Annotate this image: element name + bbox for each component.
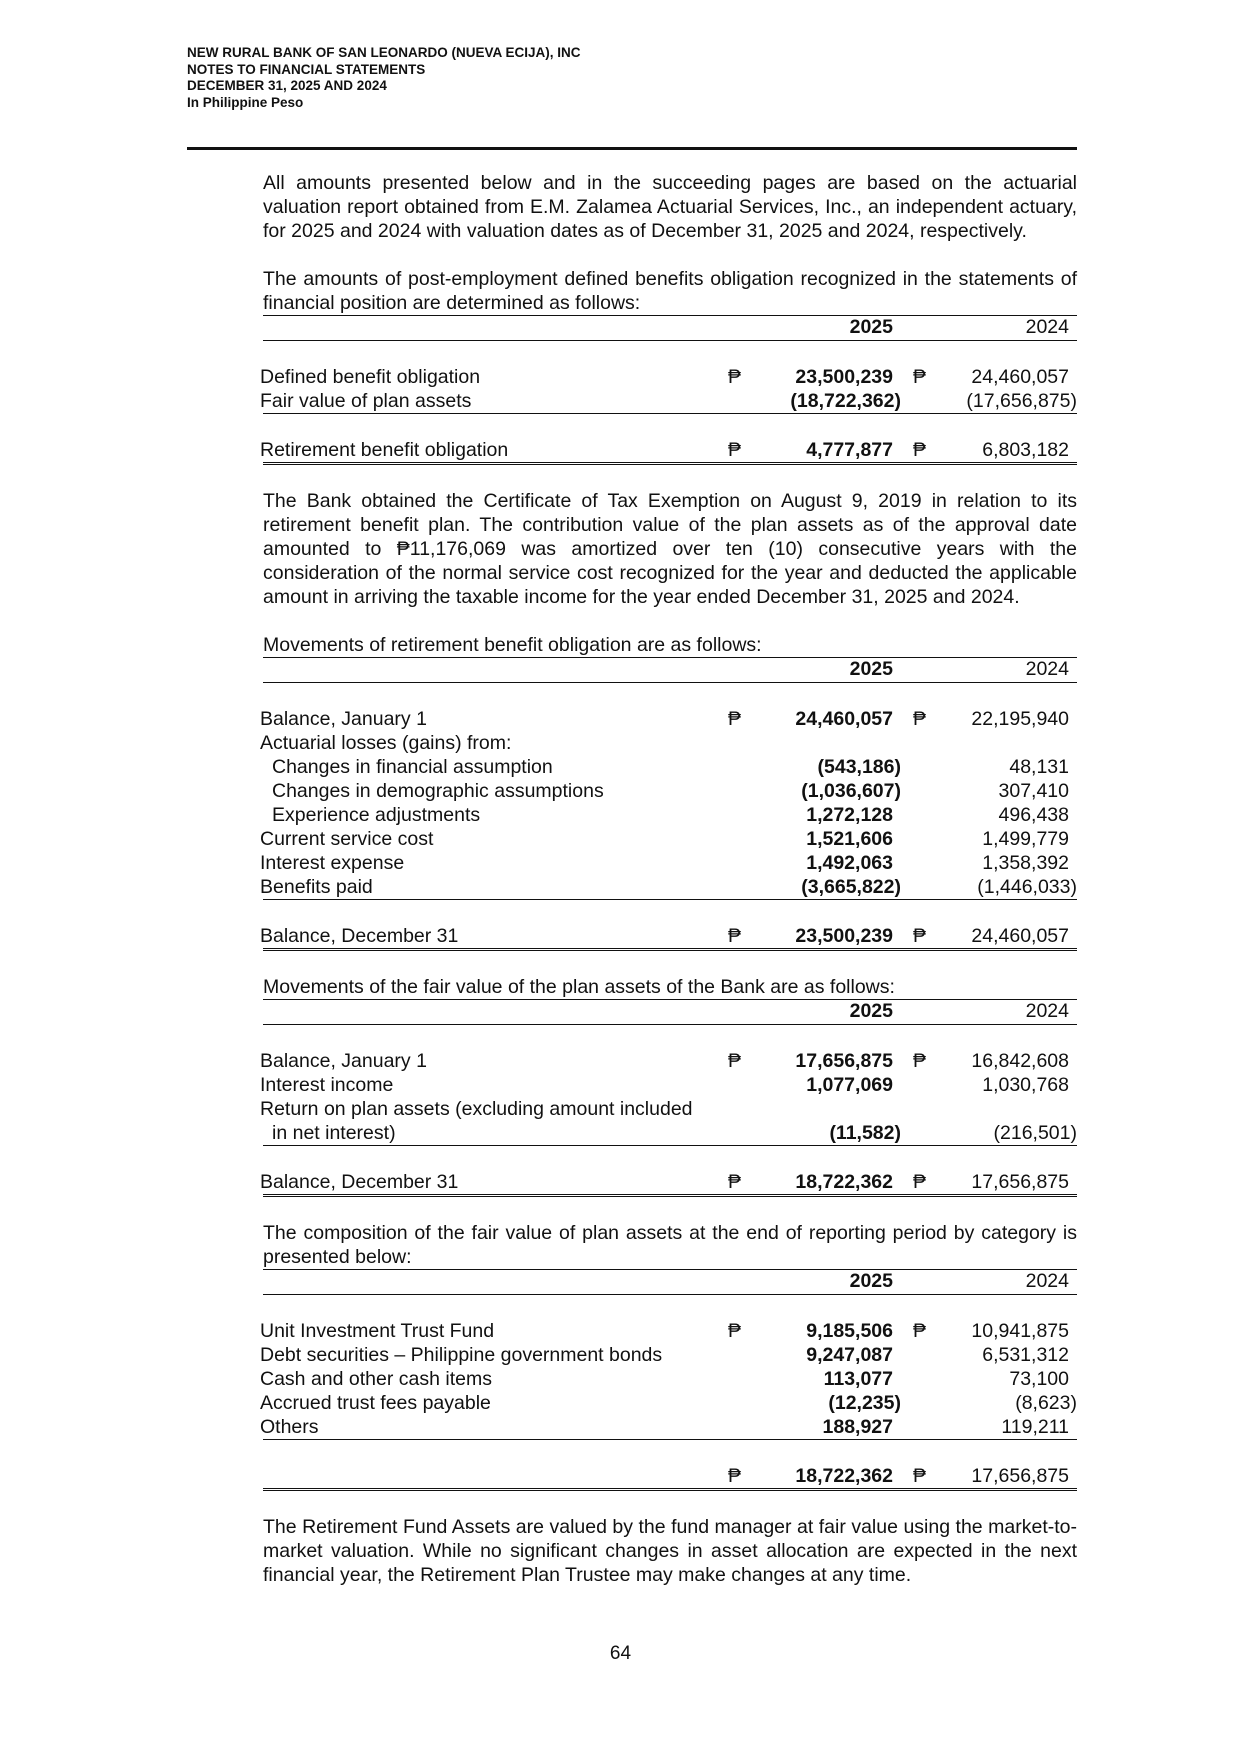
table-row: Balance, January 1 ₱ 24,460,057 ₱ 22,195,940 xyxy=(260,708,1069,730)
plan-assets-composition-table xyxy=(260,1269,1077,1491)
peso-sign: ₱ xyxy=(913,1050,927,1072)
peso-sign: ₱ xyxy=(728,708,742,730)
peso-sign: ₱ xyxy=(913,1171,927,1193)
table2-header: 2025 2024 xyxy=(263,657,1077,683)
peso-sign: ₱ xyxy=(913,439,927,461)
peso-sign: ₱ xyxy=(913,1465,927,1487)
peso-sign: ₱ xyxy=(728,1171,742,1193)
table-row: in net interest) (11,582) (216,501) xyxy=(263,1121,1077,1146)
header-divider xyxy=(187,147,1077,150)
table-total-row: Balance, December 31 ₱ 18,722,362 ₱ 17,656,875 xyxy=(263,1170,1077,1197)
peso-sign: ₱ xyxy=(728,925,742,947)
document-header xyxy=(187,45,581,111)
tax-exemption-paragraph: The Bank obtained the Certificate of Tax Exemption on August 9, 2019 in relation to its retirement benefit plan. The contribution value of the plan assets as of the approval date amounted to ₱11,176,069 was amortized over ten (10) consecutive years with the consideration of the normal service cost recognized for the year and deducted the applicable amount in arriving the taxable income for the year ended December 31, 2025 and 2024. xyxy=(263,490,1077,608)
peso-sign: ₱ xyxy=(728,439,742,461)
peso-sign: ₱ xyxy=(913,925,927,947)
peso-sign: ₱ xyxy=(728,1050,742,1072)
peso-sign: ₱ xyxy=(913,708,927,730)
table1-intro: The amounts of post-employment defined benefits obligation recognized in the statements of financial position are determined as follows: xyxy=(263,268,1077,314)
table-row: Balance, January 1 ₱ 17,656,875 ₱ 16,842,608 xyxy=(260,1050,1069,1072)
table-row: Debt securities – Philippine government bonds 9,247,087 6,531,312 xyxy=(260,1344,1069,1366)
actuarial-valuation-paragraph: All amounts presented below and in the succeeding pages are based on the actuarial valuation report obtained from E.M. Zalamea Actuarial Services, Inc., an independent actuary, for 2025 and 2024 with valuation dates as of December 31, 2025 and 2024, respectively. xyxy=(263,172,1077,242)
plan-assets-movements-table xyxy=(260,999,1077,1197)
table-row: Experience adjustments 1,272,128 496,438 xyxy=(272,804,1069,826)
obligation-movements-table xyxy=(260,657,1077,951)
peso-sign: ₱ xyxy=(913,1320,927,1342)
table-row: Accrued trust fees payable (12,235) (8,623) xyxy=(260,1392,1077,1414)
table-total-row: Balance, December 31 ₱ 23,500,239 ₱ 24,460,057 xyxy=(263,924,1077,951)
table-total-row: ₱ 18,722,362 ₱ 17,656,875 xyxy=(263,1464,1077,1491)
document-body xyxy=(260,171,1077,1587)
table4-header: 2025 2024 xyxy=(263,1269,1077,1295)
peso-sign: ₱ xyxy=(728,1465,742,1487)
table3-header: 2025 2024 xyxy=(263,999,1077,1025)
table-row: Cash and other cash items 113,077 73,100 xyxy=(260,1368,1069,1390)
peso-sign: ₱ xyxy=(913,366,927,388)
table-row: Changes in demographic assumptions (1,036,607) 307,410 xyxy=(272,780,1069,802)
col-2024-header: 2024 xyxy=(1025,316,1069,338)
table1-header xyxy=(263,315,1077,341)
table-row: Benefits paid (3,665,822) (1,446,033) xyxy=(260,876,1077,898)
fund-valuation-paragraph: The Retirement Fund Assets are valued by the fund manager at fair value using the market-to-market valuation. While no significant changes in asset allocation are expected in the next financial year, the Retirement Plan Trustee may make changes at any time. xyxy=(263,1516,1077,1586)
company-name: NEW RURAL BANK OF SAN LEONARDO (NUEVA ECIJA), INC xyxy=(187,45,581,60)
col-2025-header: 2025 xyxy=(849,316,893,338)
retirement-obligation-table xyxy=(260,315,1077,465)
table-row: Others 188,927 119,211 xyxy=(263,1415,1077,1440)
table-total-row: Retirement benefit obligation ₱ 4,777,877 ₱ 6,803,182 xyxy=(263,438,1077,465)
table-row: Fair value of plan assets (18,722,362) (17,656,875) xyxy=(260,390,1077,412)
table3-intro: Movements of the fair value of the plan assets of the Bank are as follows: xyxy=(263,976,895,998)
peso-sign: ₱ xyxy=(728,366,742,388)
table2-intro: Movements of retirement benefit obligation are as follows: xyxy=(263,634,762,656)
table-row: Interest income 1,077,069 1,030,768 xyxy=(260,1074,1069,1096)
table-row: Unit Investment Trust Fund ₱ 9,185,506 ₱ 10,941,875 xyxy=(260,1320,1069,1342)
table-row: Defined benefit obligation ₱ 23,500,239 ₱ 24,460,057 xyxy=(260,366,1069,388)
document-currency: In Philippine Peso xyxy=(187,94,304,110)
table-row: Actuarial losses (gains) from: xyxy=(260,732,512,754)
peso-sign: ₱ xyxy=(728,1320,742,1342)
page-number: 64 xyxy=(609,1643,632,1664)
table-row: Return on plan assets (excluding amount included xyxy=(260,1098,693,1120)
table4-intro: The composition of the fair value of plan assets at the end of reporting period by category is presented below: xyxy=(263,1222,1077,1268)
document-title: NOTES TO FINANCIAL STATEMENTS xyxy=(187,61,426,77)
table-row: Changes in financial assumption (543,186) 48,131 xyxy=(272,756,1069,778)
document-period: DECEMBER 31, 2025 AND 2024 xyxy=(187,78,387,93)
table-row: Interest expense 1,492,063 1,358,392 xyxy=(260,852,1069,874)
table-row: Current service cost 1,521,606 1,499,779 xyxy=(260,828,1069,850)
